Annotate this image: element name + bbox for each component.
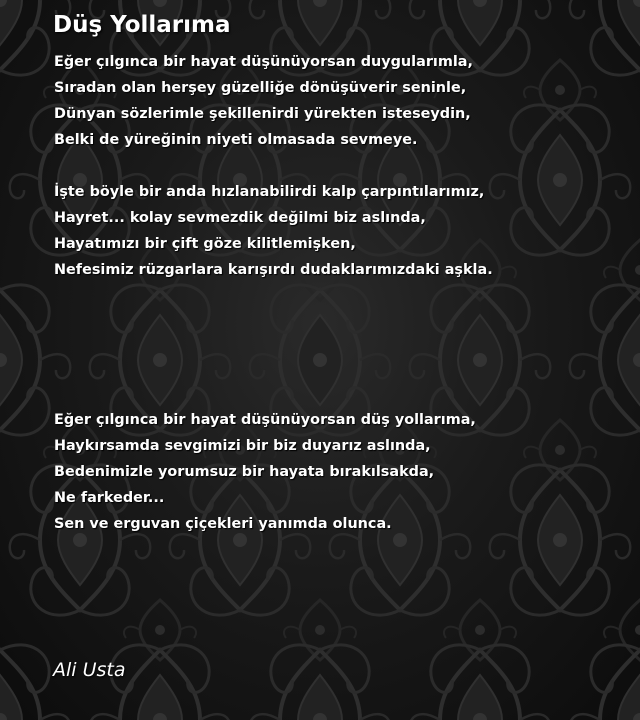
poem-line: Haykırsamda sevgimizi bir biz duyarız aslında, — [54, 438, 431, 454]
poem-line: Eğer çılgınca bir hayat düşünüyorsan duygularımla, — [54, 54, 473, 70]
poem-stanza-2 — [54, 179, 493, 283]
poem-line: Hayatımızı bir çift göze kilitlemişken, — [54, 236, 356, 252]
poem-line: Nefesimiz rüzgarlara karışırdı dudaklarımızdaki aşkla. — [54, 262, 493, 278]
poem-line: Eğer çılgınca bir hayat düşünüyorsan düş yollarıma, — [54, 412, 476, 428]
poem-line: Sıradan olan herşey güzelliğe dönüşüverir seninle, — [54, 80, 467, 96]
poem-line: Bedenimizle yorumsuz bir hayata bırakılsakda, — [54, 464, 435, 480]
poem-title: Düş Yollarıma — [53, 12, 231, 38]
poem-stanza-3 — [54, 407, 476, 537]
poem-line: Belki de yüreğinin niyeti olmasada sevmeye. — [54, 132, 418, 148]
poem-line: Dünyan sözlerimle şekillenirdi yürekten isteseydin, — [54, 106, 471, 122]
poem-line: Hayret... kolay sevmezdik değilmi biz aslında, — [54, 210, 426, 226]
poem-stanza-1 — [54, 49, 473, 153]
poem-line: İşte böyle bir anda hızlanabilirdi kalp çarpıntılarımız, — [54, 184, 485, 200]
poem-line: Sen ve erguvan çiçekleri yanımda olunca. — [54, 516, 392, 532]
poem-line: Ne farkeder... — [54, 490, 165, 506]
poem-author: Ali Usta — [53, 659, 126, 681]
